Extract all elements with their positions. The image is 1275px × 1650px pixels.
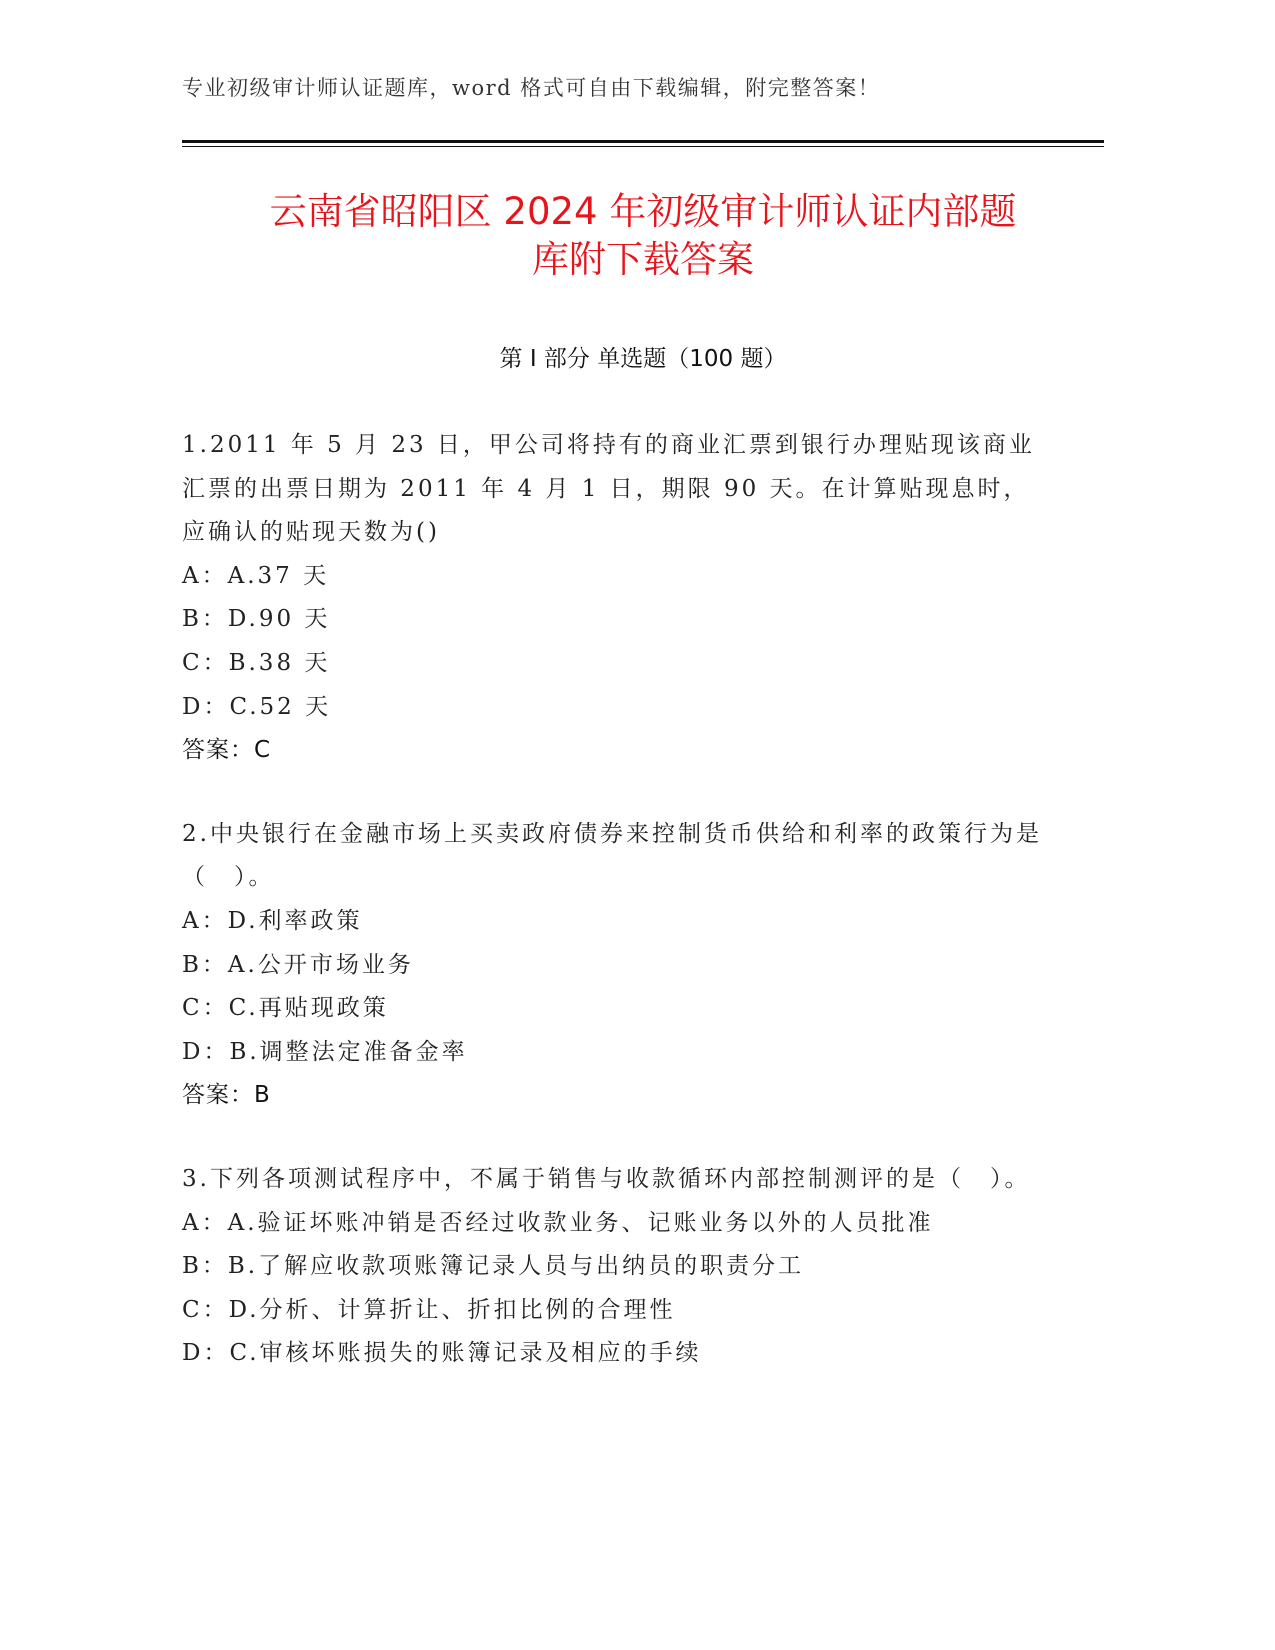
option-d: D：C.审核坏账损失的账簿记录及相应的手续 [182,1340,702,1367]
question-stem: 1.2011 年 5 月 23 日，甲公司将持有的商业汇票到银行办理贴现该商业汇票的出票日期为 2011 年 4 月 1 日，期限 90 天。在计算贴现息时，应确认的贴现天数为() [182,432,1035,546]
question-stem: 2.中央银行在金融市场上买卖政府债券来控制货币供给和利率的政策行为是（ ）。 [182,820,1042,891]
section-heading: 第 I 部分 单选题（100 题） [499,346,787,372]
question-1 [182,424,1052,773]
question-3 [182,1158,1052,1376]
option-d: D：C.52 天 [182,693,332,720]
question-stem: 3.下列各项测试程序中，不属于销售与收款循环内部控制测评的是（ ）。 [182,1165,1031,1192]
option-c: C：C.再贴现政策 [182,995,389,1022]
question-list [182,424,1052,1416]
document-title [182,188,1104,284]
option-b: B：A.公开市场业务 [182,951,414,978]
option-c: C：D.分析、计算折让、折扣比例的合理性 [182,1296,676,1323]
question-2 [182,813,1052,1118]
answer: 答案：C [182,737,272,764]
option-b: B：D.90 天 [182,606,331,633]
header-divider-thin [182,146,1104,147]
option-d: D：B.调整法定准备金率 [182,1038,468,1065]
document-title-line-1: 云南省昭阳区 2024 年初级审计师认证内部题 [269,190,1017,233]
header-divider-thick [182,140,1104,143]
option-a: A：D.利率政策 [182,907,363,934]
option-b: B：B.了解应收款项账簿记录人员与出纳员的职责分工 [182,1253,805,1280]
option-a: A：A.验证坏账冲销是否经过收款业务、记账业务以外的人员批准 [182,1209,934,1236]
option-a: A：A.37 天 [182,562,330,589]
document-title-line-2: 库附下载答案 [532,238,754,281]
page-header: 专业初级审计师认证题库，word 格式可自由下载编辑，附完整答案！ [182,76,881,100]
option-c: C：B.38 天 [182,649,331,676]
answer: 答案：B [182,1082,271,1109]
